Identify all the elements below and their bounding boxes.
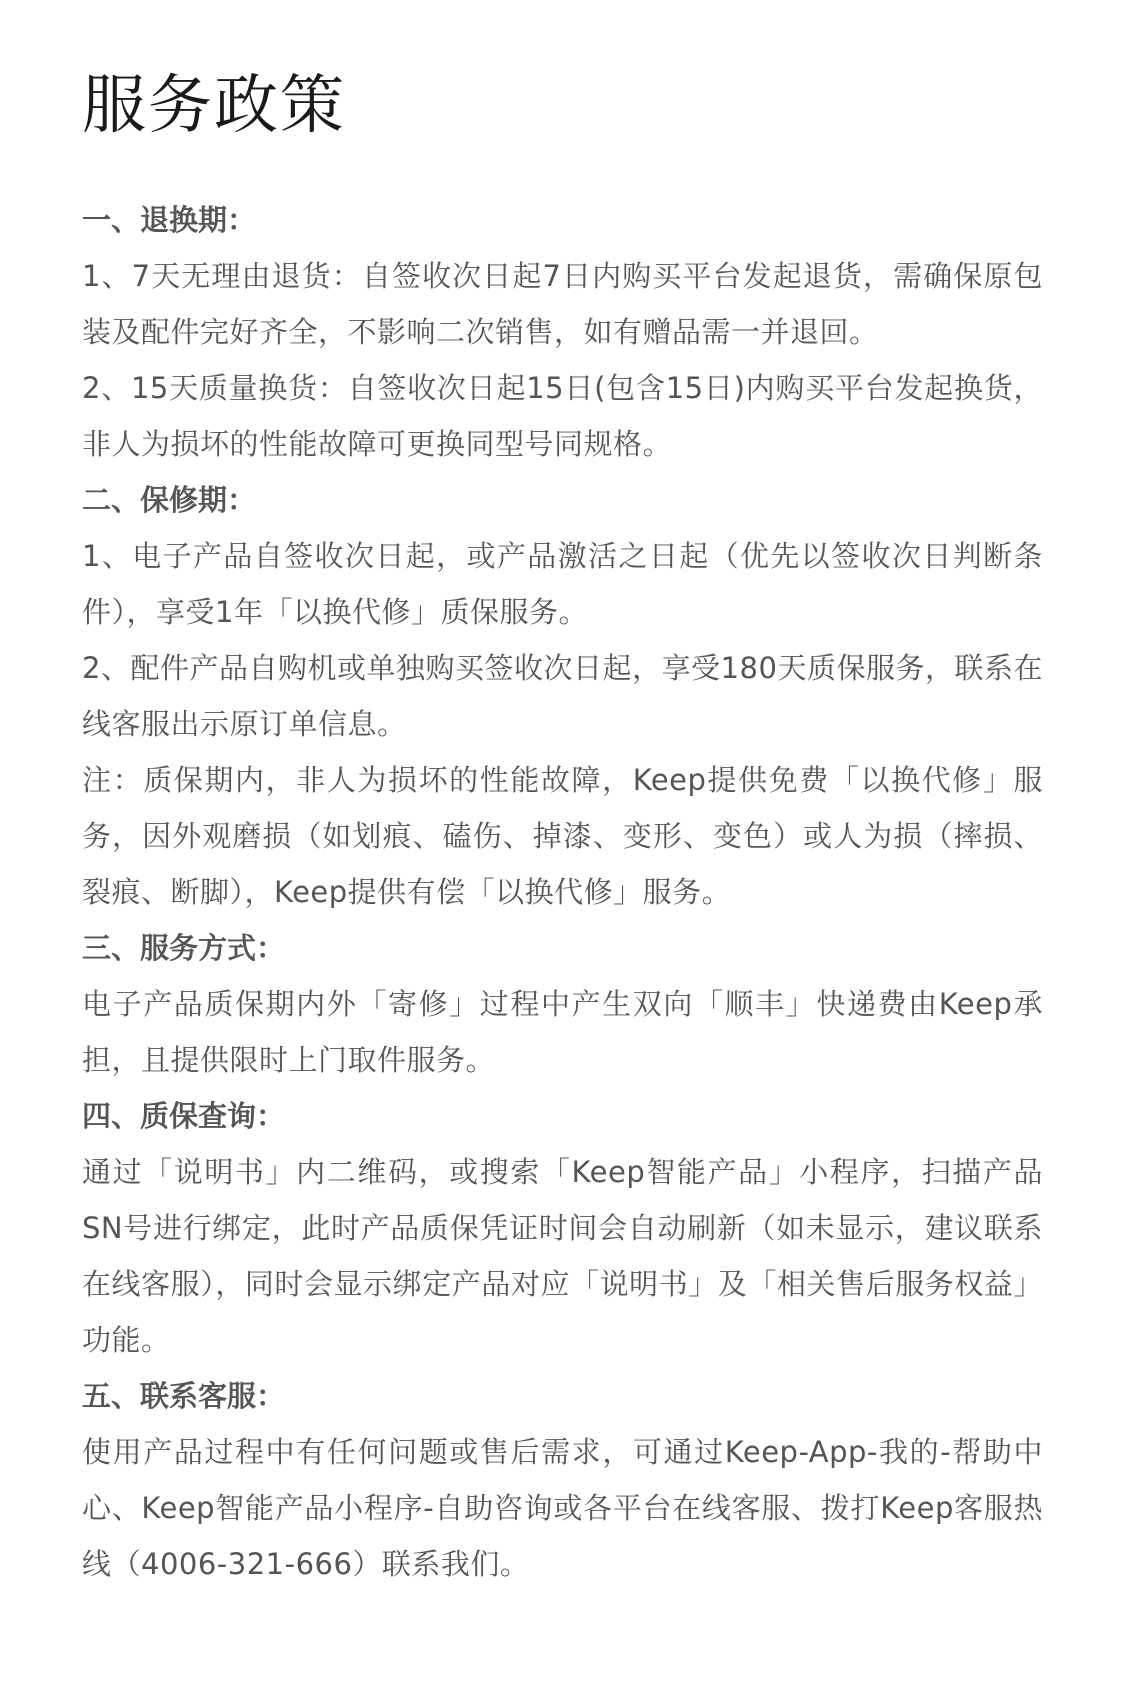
section-heading: 一、退换期： [82,203,257,237]
section-service-method [82,920,1043,1088]
section-return-period [82,192,1043,472]
section-heading: 四、质保查询： [82,1099,286,1133]
section-heading: 五、联系客服： [82,1379,286,1413]
policy-paragraph: 1、7天无理由退货：自签收次日起7日内购买平台发起退货，需确保原包装及配件完好齐全，不影响二次销售，如有赠品需一并退回。 [82,259,1043,349]
page-title: 服务政策 [82,69,346,143]
section-contact-support [82,1368,1043,1592]
policy-paragraph: 电子产品质保期内外「寄修」过程中产生双向「顺丰」快递费由Keep承担，且提供限时上门取件服务。 [82,987,1043,1077]
policy-paragraph: 使用产品过程中有任何问题或售后需求，可通过Keep-App-我的-帮助中心、Keep智能产品小程序-自助咨询或各平台在线客服、拨打Keep客服热线（4006-321-666）联系我们。 [82,1435,1043,1581]
policy-paragraph: 通过「说明书」内二维码，或搜索「Keep智能产品」小程序，扫描产品SN号进行绑定，此时产品质保凭证时间会自动刷新（如未显示，建议联系在线客服），同时会显示绑定产品对应「说明书」及「相关售后服务权益」功能。 [82,1155,1043,1357]
policy-note: 注：质保期内，非人为损坏的性能故障，Keep提供免费「以换代修」服务，因外观磨损（如划痕、磕伤、掉漆、变形、变色）或人为损（摔损、裂痕、断脚），Keep提供有偿「以换代修」服务。 [82,763,1043,909]
section-heading: 二、保修期： [82,483,257,517]
section-warranty-period [82,472,1043,920]
policy-paragraph: 2、15天质量换货：自签收次日起15日(包含15日)内购买平台发起换货，非人为损坏的性能故障可更换同型号同规格。 [82,371,1043,461]
policy-paragraph: 1、电子产品自签收次日起，或产品激活之日起（优先以签收次日判断条件），享受1年「以换代修」质保服务。 [82,539,1043,629]
section-heading: 三、服务方式： [82,931,286,965]
section-warranty-query [82,1088,1043,1368]
policy-paragraph: 2、配件产品自购机或单独购买签收次日起，享受180天质保服务，联系在线客服出示原订单信息。 [82,651,1043,741]
